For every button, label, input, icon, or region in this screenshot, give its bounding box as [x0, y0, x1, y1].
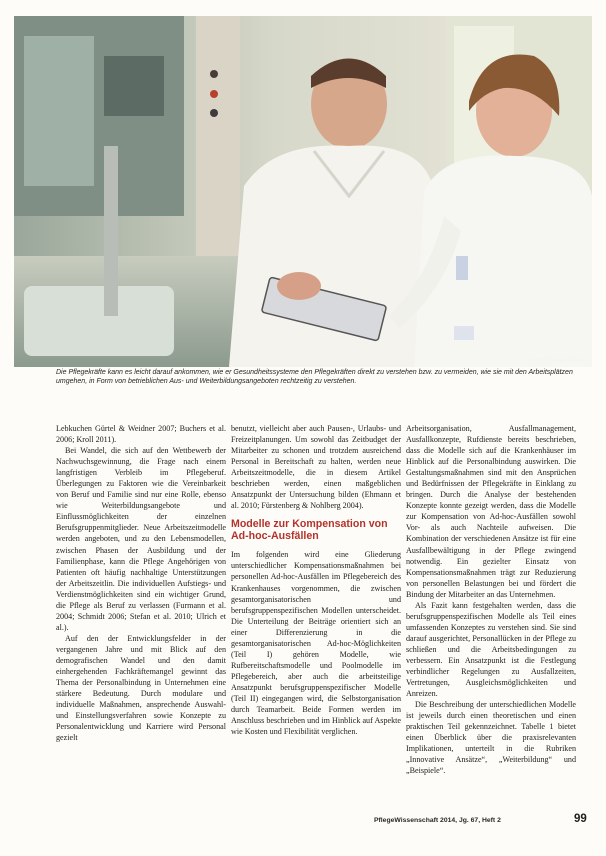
paragraph: Die Beschreibung der unterschiedlichen Modelle ist jeweils durch einen theoretischen und einen praktischen Teil gekennzeichnet. Tabelle 1 bietet einen Überblick über die praxisrelevanten Implikationen, unterteilt in die Rubriken „Innovative Ansätze“, „Weiterbildung“ und „Beispiele“.	[406, 700, 576, 776]
paragraph: Als Fazit kann festgehalten werden, dass die berufsgruppenspezifischen Modelle als Teil eines umfassenden Konzeptes zu verstehen sind. Sie sind darauf ausgerichtet, Personallücken in der Pflege zu schließen und die Arbeitsbedingungen zu verbessern. Ein Ansatzpunkt ist die Festlegung verbindlicher Regelungen zu Ausfallzeiten, Vertretungen, Ausgleichsmöglichkeiten und Anreizen.	[406, 600, 576, 699]
photo-credit: Foto: Werner Krüper	[531, 358, 586, 364]
page-number: 99	[574, 813, 587, 825]
text-column-1	[56, 423, 226, 803]
hero-photo	[14, 16, 592, 367]
text-column-2	[231, 423, 401, 803]
text-column-3	[406, 423, 576, 803]
paragraph: Auf den der Entwicklungsfelder in der vergangenen Jahre und mit Blick auf den demografischen Wandel und den damit einhergehenden Fachkräftemangel gewinnt das Thema der Personalbindung in Unternehmen eine stärkere Bedeutung. Durch modulare und individuelle Maßnahmen, ansprechende Auswahl- und Einstellungsverfahren sowie Konzepte zu Personalentwicklung und Karriere wird Personal gezielt	[56, 633, 226, 743]
nurses-photo-illustration	[14, 16, 592, 367]
paragraph: Bei Wandel, die sich auf den Wettbewerb der Nachwuchsgewinnung, die Frage nach einem langfristigen Verbleib im Pflegeberuf. Überlegungen zu Faktoren wie die Vereinbarkeit von Beruf und Familie sind nur eine Rolle, ebenso wie Weiterbildungsangebote und Einflussmöglichkeiten der einzelnen Berufsgruppenmitglieder. Neue Arbeitszeitmodelle werden angeboten, und zu den Lebensmodellen, zwischen Phasen der Ausbildung und der Familienphase, kann die Pflege Angehörigen von Patienten oft häufig nachhaltige Unterstützungen der Arbeitszeitlin. Die individuellen Aufstiegs- und Verdienstmöglichkeiten sind ein wichtiger Grund, die Pflege als Beruf zu verlassen (Furmann et al. 2004; Schmidt 2006; Stefan et al. 2010; Ulrich et al.).	[56, 446, 226, 632]
paragraph: Lebkuchen Gürtel & Weidner 2007; Buchers et al. 2006; Kroll 2011).	[56, 424, 226, 445]
journal-footer: PflegeWissenschaft 2014, Jg. 67, Heft 2	[374, 817, 501, 824]
figure-caption: Die Pflegekräfte kann es leicht darauf ankommen, wie er Gesundheitssysteme den Pflegekräften direkt zu verstehen bzw. zu vermeiden, wie sie mit den Arbeitsplätzen umgehen, in Form von betrieblichen Aus- und Weiterbildungsangeboten rechtzeitig zu verstehen.	[56, 369, 573, 385]
paragraph: Im folgenden wird eine Gliederung unterschiedlicher Kompensationsmaßnahmen bei personellen Ad-hoc-Ausfällen im Pflegebereich des Krankenhauses vorgenommen, die zwischen gesamtorganisatorischen und berufsgruppenspezifischen Modellen unterscheidet. Die Unterteilung der Beiträge orientiert sich an einer Differenzierung in die gesamtorganisatorischen Ad-hoc-Möglichkeiten (Teil I) gehören Modelle, wie Rufbereitschaftsmodelle und Poolmodelle im Pflegebereich, aber auch die arbeitsteilige Ansatzpunkt berufsgruppenspezifischer Modelle (Teil II) eingegangen wird, die Selbstorganisation durch Teamarbeit. Beide Formen werden im Anschluss beschrieben und im Hinblick auf Aspekte wie Kosten und Flexibilität verglichen.	[231, 550, 401, 737]
paragraph: Arbeitsorganisation, Ausfallmanagement, Ausfallkonzepte, Rufdienste bereits beschrieben, dass die Modelle sich auf die Krankenhäuser im Hinblick auf die Personalbindung auswirken. Die Gestaltungsmaßnahmen sind mit den Ansprüchen und Bedürfnissen der Pflegekräfte in Einklang zu bringen. Durch die Analyse der bestehenden Konzepte konnte gezeigt werden, dass die Modelle zur Kompensation von Ad-hoc-Ausfällen sowohl Vor- als auch Nachteile aufweisen. Die Kombination der verschiedenen Ansätze ist für eine Ausfallbewältigung in der Pflege zwingend notwendig. Ein gezielter Einsatz von Kompensationsmaßnahmen trägt zur Reduzierung von personellen Belastungen bei und fördert die Bindung der Mitarbeiter an das Unternehmen.	[406, 424, 576, 599]
section-heading: Modelle zur Kompensation von Ad-hoc-Ausfällen	[231, 518, 388, 543]
paragraph: benutzt, vielleicht aber auch Pausen-, Urlaubs- und Freizeitplanungen. Um sowohl das Zeitbudget der Mitarbeiter zu schonen und trotzdem ausreichend Personal in Bereitschaft zu halten, werden neue Arbeitszeitmodelle, die in diesem Artikel beschrieben werden, einen maßgeblichen Ansatzpunkt der Untersuchung bilden (Ehmann et al. 2010; Fürstenberg & Nohlberg 2004).	[231, 424, 401, 511]
